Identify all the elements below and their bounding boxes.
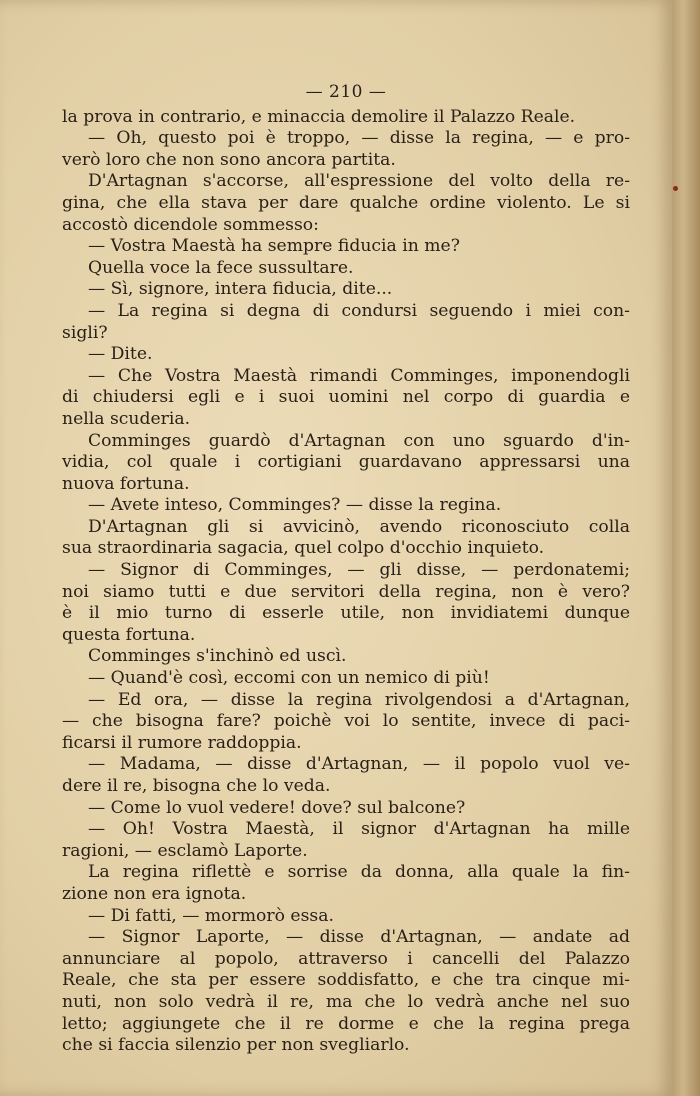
text-line: — Che Vostra Maestà rimandi Comminges, imponendogli [88,365,630,386]
text-line: Comminges guardò d'Artagnan con uno sguardo d'in- [88,430,630,451]
text-line: dere il re, bisogna che lo veda. [62,776,331,796]
text-line: — Oh, questo poi è troppo, — disse la regina, — e pro- [88,128,630,149]
text-line: — Di fatti, — mormorò essa. [88,905,334,926]
text-line: D'Artagnan gli si avvicinò, avendo riconosciuto colla [88,516,630,537]
text-line: — Sì, signore, intera fiducia, dite... [88,279,393,300]
text-line: zione non era ignota. [62,883,247,904]
text-line: la prova in contrario, e minaccia demolire il Palazzo Reale. [62,106,576,127]
text-line: noi siamo tutti e due servitori della regina, non è vero? [62,581,630,602]
text-line: — Dite. [88,344,153,365]
page-body [62,82,630,1057]
text-line: — Ed ora, — disse la regina rivolgendosi a d'Artagnan, [88,689,630,710]
text-line: annunciare al popolo, attraverso i cancelli del Palazzo [62,948,630,969]
text-lines [62,107,630,1057]
text-line: accostò dicendole sommesso: [62,214,319,235]
text-line: questa fortuna. [62,624,196,645]
text-line: è il mio turno di esserle utile, non invidiatemi dunque [62,603,630,624]
text-line: vidia, col quale i cortigiani guardavano appressarsi una [62,452,630,473]
text-line: sigli? [62,322,108,343]
text-line: — che bisogna fare? poichè voi lo sentite, invece di paci- [62,711,630,732]
text-line: letto; aggiungete che il re dorme e che la regina prega [62,1013,630,1034]
text-line: verò loro che non sono ancora partita. [62,149,396,170]
text-line: ragioni, — esclamò Laporte. [62,840,308,861]
text-line: nuti, non solo vedrà il re, ma che lo vedrà anche nel suo [62,991,630,1012]
text-line: — Quand'è così, eccomi con un nemico di più! [88,668,490,689]
text-line: — Come lo vuol vedere! dove? sul balcone? [88,797,466,818]
text-line: nuova fortuna. [62,473,190,494]
text-line: La regina riflettè e sorrise da donna, alla quale la fin- [88,862,630,883]
text-line: — Signor Laporte, — disse d'Artagnan, — andate ad [88,927,630,948]
text-line: — Avete inteso, Comminges? — disse la regina. [88,495,502,516]
text-line: — Vostra Maestà ha sempre fiducia in me? [88,236,460,257]
text-line: Reale, che sta per essere soddisfatto, e che tra cinque mi- [62,970,630,991]
text-line: Comminges s'inchinò ed uscì. [88,646,347,667]
text-line: — Oh! Vostra Maestà, il signor d'Artagnan ha mille [88,819,630,840]
text-line: — Madama, — disse d'Artagnan, — il popolo vuol ve- [88,754,630,775]
text-line: ficarsi il rumore raddoppia. [62,732,302,753]
text-line: sua straordinaria sagacia, quel colpo d'occhio inquieto. [62,538,545,559]
text-line: Quella voce la fece sussultare. [88,257,354,278]
text-line: di chiudersi egli e i suoi uomini nel corpo di guardia e [62,387,630,408]
ink-spot [673,186,678,191]
text-line: — Signor di Comminges, — gli disse, — perdonatemi; [88,560,630,581]
page-edge [672,0,700,1096]
text-line: nella scuderia. [62,408,191,429]
page-number: — 210 — [305,82,387,102]
text-line: che si faccia silenzio per non svegliarlo. [62,1035,410,1056]
text-line: D'Artagnan s'accorse, all'espressione del volto della re- [88,171,630,192]
text-line: — La regina si degna di condursi seguendo i miei con- [88,300,630,321]
text-line: gina, che ella stava per dare qualche ordine violento. Le si [62,192,630,213]
